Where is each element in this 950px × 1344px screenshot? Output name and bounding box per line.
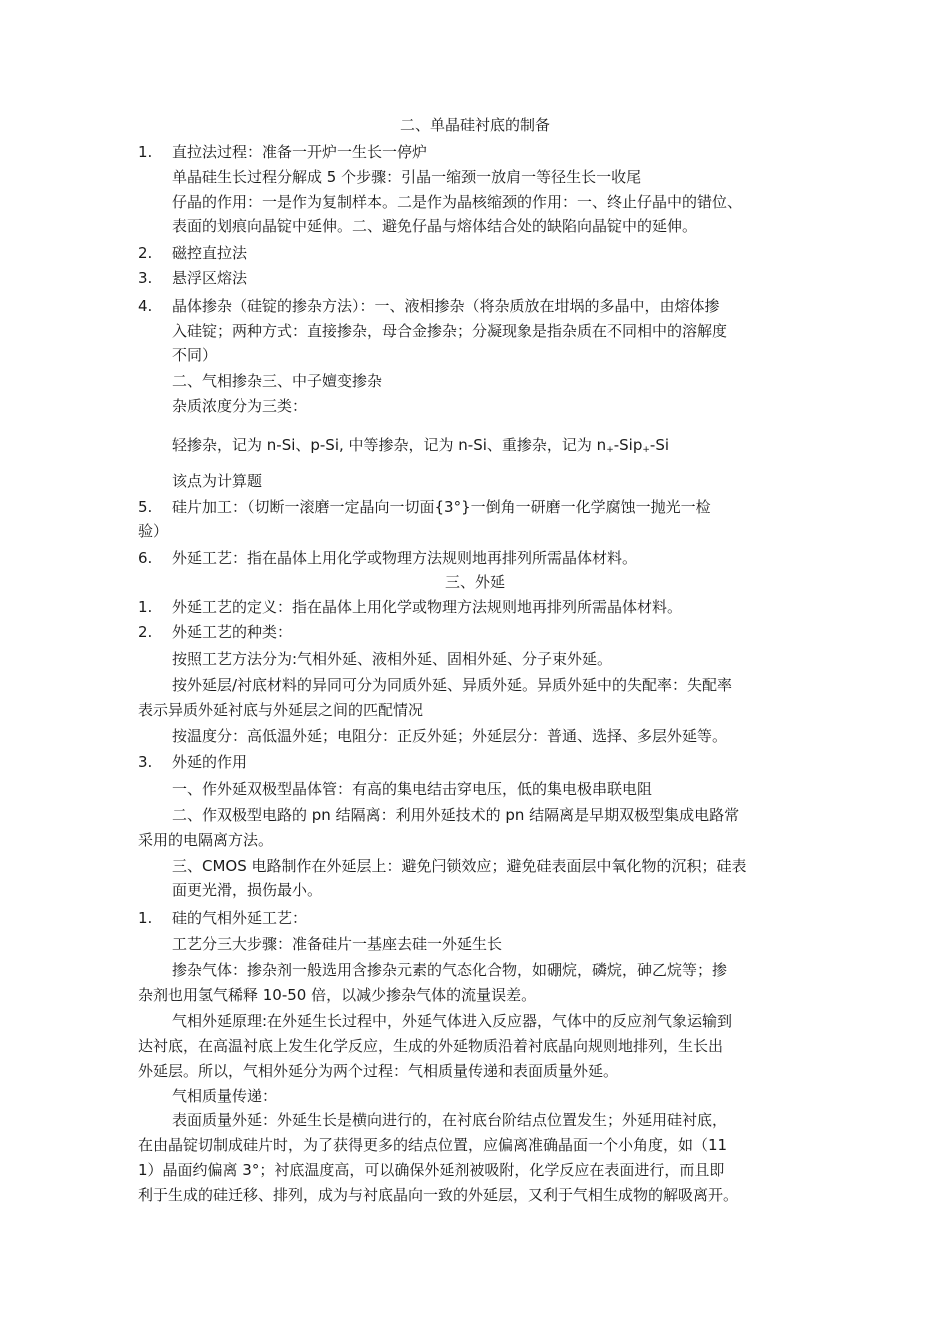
paragraph-line: 仔晶的作用：一是作为复制样本。二是作为晶核缩颈的作用：一、终止仔晶中的错位、	[172, 193, 743, 211]
list-number: 6.	[138, 549, 153, 567]
paragraph-line: 入硅锭；两种方式：直接掺杂，母合金掺杂；分凝现象是指杂质在不同相中的溶解度	[172, 322, 728, 340]
paragraph-line: 在由晶锭切制成硅片时，为了获得更多的结点位置，应偏离准确晶面一个小角度，如（11	[138, 1136, 728, 1154]
paragraph-line: 采用的电隔离方法。	[138, 831, 274, 849]
paragraph-line: 掺杂气体：掺杂剂一般选用含掺杂元素的气态化合物，如硼烷，磷烷，砷乙烷等；掺	[172, 961, 728, 979]
paragraph-line: 表面的划痕向晶锭中延伸。二、避免仔晶与熔体结合处的缺陷向晶锭中的延伸。	[172, 217, 698, 235]
paragraph-line: 利于生成的硅迁移、排列，成为与衬底晶向一致的外延层，又利于气相生成物的解吸离开。	[138, 1186, 739, 1204]
paragraph-line: 外延的作用	[172, 753, 248, 771]
paragraph-line: 磁控直拉法	[172, 244, 248, 262]
paragraph-line: 硅片加工：（切断一滚磨一定晶向一切面{3°}一倒角一研磨一化学腐蚀一抛光一检	[172, 498, 711, 516]
paragraph-line: 达衬底，在高温衬底上发生化学反应，生成的外延物质沿着衬底晶向规则地排列，生长出	[138, 1037, 724, 1055]
list-number: 3.	[138, 269, 153, 287]
paragraph-line: 表示异质外延衬底与外延层之间的匹配情况	[138, 701, 424, 719]
paragraph-line: 外延工艺：指在晶体上用化学或物理方法规则地再排列所需晶体材料。	[172, 549, 638, 567]
list-number: 3.	[138, 753, 153, 771]
list-number: 4.	[138, 297, 153, 315]
doping-text: -Sip	[613, 436, 643, 454]
paragraph-line: 验）	[138, 522, 169, 540]
doping-line	[172, 435, 669, 458]
subscript-plus: +	[642, 445, 650, 455]
paragraph-line: 按外延层/衬底材料的异同可分为同质外延、异质外延。异质外延中的失配率：失配率	[172, 676, 733, 694]
paragraph-line: 该点为计算题	[172, 472, 263, 490]
paragraph-line: 表面质量外延：外延生长是横向进行的，在衬底台阶结点位置发生；外延用硅衬底，	[172, 1111, 728, 1129]
doping-text: 轻掺杂，记为 n-Si、p-Si, 中等掺杂，记为 n-Si、重掺杂，记为 n	[172, 436, 607, 454]
doping-text: -Si	[649, 436, 670, 454]
section-heading-3: 三、外延	[444, 573, 505, 591]
list-number: 5.	[138, 498, 153, 516]
paragraph-line: 气相质量传递：	[172, 1087, 278, 1105]
paragraph-line: 按照工艺方法分为:气相外延、液相外延、固相外延、分子束外延。	[172, 650, 613, 668]
section-heading-2: 二、单晶硅衬底的制备	[399, 116, 550, 134]
paragraph-line: 杂剂也用氢气稀释 10-50 倍，以减少掺杂气体的流量误差。	[138, 986, 537, 1004]
list-number: 1.	[138, 143, 153, 161]
paragraph-line: 外延工艺的种类：	[172, 623, 293, 641]
list-number: 1.	[138, 598, 153, 616]
paragraph-line: 悬浮区熔法	[172, 269, 248, 287]
paragraph-line: 一、作外延双极型晶体管：有高的集电结击穿电压，低的集电极串联电阻	[172, 780, 653, 798]
subscript-plus: +	[606, 445, 614, 455]
paragraph-line: 直拉法过程：准备一开炉一生长一停炉	[172, 143, 428, 161]
list-number: 2.	[138, 244, 153, 262]
paragraph-line: 面更光滑，损伤最小。	[172, 881, 323, 899]
list-number: 2.	[138, 623, 153, 641]
paragraph-line: 外延层。所以，气相外延分为两个过程：气相质量传递和表面质量外延。	[138, 1062, 619, 1080]
paragraph-line: 硅的气相外延工艺：	[172, 909, 308, 927]
list-number: 1.	[138, 909, 153, 927]
paragraph-line: 外延工艺的定义：指在晶体上用化学或物理方法规则地再排列所需晶体材料。	[172, 598, 683, 616]
paragraph-line: 不同）	[172, 346, 218, 364]
paragraph-line: 按温度分：高低温外延；电阻分：正反外延；外延层分：普通、选择、多层外延等。	[172, 727, 728, 745]
paragraph-line: 工艺分三大步骤：准备硅片一基座去硅一外延生长	[172, 935, 503, 953]
paragraph-line: 二、作双极型电路的 pn 结隔离：利用外延技术的 pn 结隔离是早期双极型集成电路常	[172, 806, 740, 824]
paragraph-line: 气相外延原理:在外延生长过程中，外延气体进入反应器，气体中的反应剂气象运输到	[172, 1012, 733, 1030]
paragraph-line: 三、CMOS 电路制作在外延层上：避免闩锁效应；避免硅表面层中氧化物的沉积；硅表	[172, 857, 747, 875]
paragraph-line: 1）晶面约偏离 3°；衬底温度高，可以确保外延剂被吸附，化学反应在表面进行，而且即	[138, 1161, 725, 1179]
paragraph-line: 二、气相掺杂三、中子嬗变掺杂	[172, 372, 383, 390]
paragraph-line: 单晶硅生长过程分解成 5 个步骤：引晶一缩颈一放肩一等径生长一收尾	[172, 168, 642, 186]
paragraph-line: 晶体掺杂（硅锭的掺杂方法）：一、液相掺杂（将杂质放在坩埚的多晶中，由熔体掺	[172, 297, 720, 315]
paragraph-line: 杂质浓度分为三类：	[172, 397, 308, 415]
